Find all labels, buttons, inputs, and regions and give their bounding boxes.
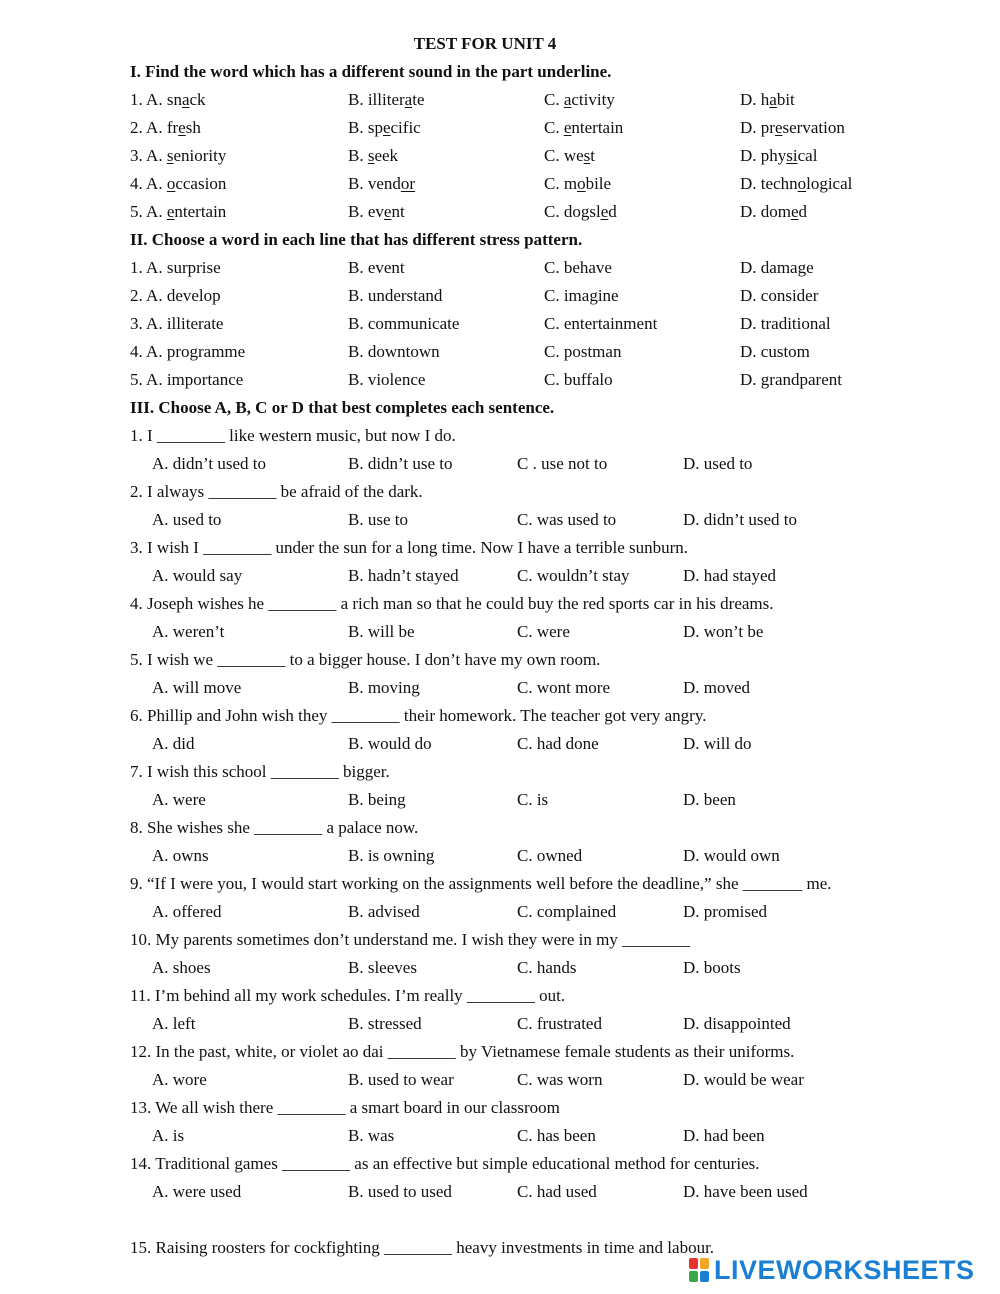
liveworksheets-logo-icon (688, 1257, 710, 1283)
stress-option[interactable]: B. event (348, 258, 405, 277)
answer-line (0, 954, 1000, 982)
underlined-sound: e (600, 202, 609, 221)
sound-option[interactable]: 1. A. snack (130, 90, 206, 109)
sound-option[interactable]: B. seek (348, 146, 399, 165)
liveworksheets-logo[interactable] (688, 1254, 993, 1286)
underlined-sound: o (166, 174, 176, 193)
answer-option[interactable]: D. had stayed (683, 566, 777, 585)
answer-option[interactable]: A. owns (152, 846, 209, 865)
logo-square-blue (700, 1271, 709, 1282)
question-text: 12. In the past, white, or violet ao dai ________ by Vietnamese female students as their uniforms. (130, 1042, 795, 1061)
underlined-sound: a (181, 90, 190, 109)
sound-option[interactable]: D. habit (740, 90, 795, 109)
section-1-row (0, 170, 1000, 198)
answer-option[interactable]: D. disappointed (683, 1014, 791, 1033)
answer-option[interactable]: C. owned (517, 846, 583, 865)
underlined-sound: a (563, 90, 572, 109)
stress-option[interactable]: B. understand (348, 286, 443, 305)
answer-option[interactable]: A. left (152, 1014, 196, 1033)
answer-option[interactable]: C. was used to (517, 510, 617, 529)
answer-option[interactable]: A. weren’t (152, 622, 225, 641)
question-text: 9. “If I were you, I would start working on the assignments well before the deadline,” she _______ me. (130, 874, 832, 893)
question-line (0, 1150, 1000, 1178)
answer-option[interactable]: C. complained (517, 902, 617, 921)
answer-option[interactable]: B. being (348, 790, 406, 809)
underlined-sound: s (367, 146, 375, 165)
answer-option[interactable]: D. won’t be (683, 622, 764, 641)
answer-option[interactable]: C. were (517, 622, 570, 641)
question-line (0, 870, 1000, 898)
sound-option[interactable]: D. preservation (740, 118, 845, 137)
sound-option[interactable]: 5. A. entertain (130, 202, 227, 221)
logo-text: LIVEWORKSHEETS (714, 1255, 975, 1285)
answer-option[interactable]: A. did (152, 734, 195, 753)
answer-option[interactable]: B. use to (348, 510, 408, 529)
answer-option[interactable]: B. would do (348, 734, 432, 753)
answer-option[interactable]: A. were (152, 790, 206, 809)
answer-option[interactable]: C . use not to (517, 454, 608, 473)
sound-option[interactable]: B. event (348, 202, 405, 221)
answer-line (0, 618, 1000, 646)
sound-option[interactable]: B. vendor (348, 174, 416, 193)
logo-square-green (689, 1271, 698, 1282)
section-3-heading-line (0, 394, 1000, 422)
question-line (0, 814, 1000, 842)
question-text: 7. I wish this school ________ bigger. (130, 762, 390, 781)
stress-option[interactable]: D. custom (740, 342, 810, 361)
question-text: 14. Traditional games ________ as an effective but simple educational method for centuries. (130, 1154, 760, 1173)
answer-line (0, 898, 1000, 926)
answer-option[interactable]: D. promised (683, 902, 768, 921)
answer-option[interactable]: B. used to wear (348, 1070, 454, 1089)
section-2-row (0, 366, 1000, 394)
underlined-sound: e (166, 202, 175, 221)
answer-line (0, 1178, 1000, 1206)
sound-option[interactable]: 3. A. seniority (130, 146, 227, 165)
question-text: 1. I ________ like western music, but now I do. (130, 426, 456, 445)
answer-option[interactable]: D. didn’t used to (683, 510, 797, 529)
sound-option[interactable]: C. mobile (544, 174, 612, 193)
stress-option[interactable]: C. imagine (544, 286, 619, 305)
section-2-row (0, 282, 1000, 310)
section-1-row (0, 114, 1000, 142)
sound-option[interactable]: B. illiterate (348, 90, 425, 109)
answer-line (0, 786, 1000, 814)
question-text: 15. Raising roosters for cockfighting ________ heavy investments in time and labour. (130, 1238, 715, 1257)
section-3-heading: III. Choose A, B, C or D that best completes each sentence. (130, 398, 555, 417)
answer-option[interactable]: A. were used (152, 1182, 242, 1201)
sound-option[interactable]: C. dogsled (544, 202, 617, 221)
section-1-heading: I. Find the word which has a different sound in the part underline. (130, 62, 612, 81)
underlined-sound: e (382, 118, 391, 137)
underlined-sound: or (400, 174, 416, 193)
section-2-row (0, 338, 1000, 366)
answer-option[interactable]: B. moving (348, 678, 420, 697)
section-2-row (0, 254, 1000, 282)
answer-option[interactable]: D. moved (683, 678, 751, 697)
sound-option[interactable]: C. activity (544, 90, 615, 109)
question-line (0, 422, 1000, 450)
stress-option[interactable]: D. damage (740, 258, 814, 277)
answer-option[interactable]: B. advised (348, 902, 420, 921)
question-line (0, 646, 1000, 674)
answer-line (0, 1122, 1000, 1150)
sound-option[interactable]: C. entertain (544, 118, 624, 137)
stress-option[interactable]: 5. A. importance (130, 370, 244, 389)
sound-option[interactable]: D. physical (740, 146, 818, 165)
stress-option[interactable]: 3. A. illiterate (130, 314, 224, 333)
stress-option[interactable]: C. buffalo (544, 370, 613, 389)
answer-option[interactable]: B. sleeves (348, 958, 417, 977)
question-line (0, 590, 1000, 618)
section-2-heading: II. Choose a word in each line that has different stress pattern. (130, 230, 583, 249)
underlined-sound: a (404, 90, 413, 109)
stress-option[interactable]: 2. A. develop (130, 286, 221, 305)
stress-option[interactable]: D. traditional (740, 314, 831, 333)
question-text: 11. I’m behind all my work schedules. I’m really ________ out. (130, 986, 566, 1005)
answer-option[interactable]: A. offered (152, 902, 222, 921)
stress-option[interactable]: C. entertainment (544, 314, 658, 333)
stress-option[interactable]: 4. A. programme (130, 342, 246, 361)
answer-option[interactable]: D. boots (683, 958, 741, 977)
section-2-heading-line (0, 226, 1000, 254)
answer-option[interactable]: B. will be (348, 622, 415, 641)
answer-option[interactable]: A. shoes (152, 958, 211, 977)
answer-option[interactable]: B. is owning (348, 846, 435, 865)
answer-line (0, 1010, 1000, 1038)
question-text: 5. I wish we ________ to a bigger house. I don’t have my own room. (130, 650, 601, 669)
stress-option[interactable]: C. behave (544, 258, 612, 277)
answer-line (0, 842, 1000, 870)
question-line (0, 1094, 1000, 1122)
section-1-row (0, 198, 1000, 226)
question-line (0, 758, 1000, 786)
answer-option[interactable]: A. is (152, 1126, 185, 1145)
underlined-sound: e (774, 118, 783, 137)
answer-line (0, 506, 1000, 534)
answer-line (0, 450, 1000, 478)
sound-option[interactable]: 4. A. occasion (130, 174, 227, 193)
stress-option[interactable]: B. downtown (348, 342, 440, 361)
sound-option[interactable]: D. domed (740, 202, 808, 221)
answer-option[interactable]: C. frustrated (517, 1014, 602, 1033)
answer-line (0, 730, 1000, 758)
question-line (0, 926, 1000, 954)
answer-option[interactable]: C. wouldn’t stay (517, 566, 630, 585)
underlined-sound: o (797, 174, 807, 193)
question-text: 8. She wishes she ________ a palace now. (130, 818, 419, 837)
answer-option[interactable]: B. hadn’t stayed (348, 566, 459, 585)
sound-option[interactable]: 2. A. fresh (130, 118, 201, 137)
underlined-sound: e (791, 202, 799, 221)
question-line (0, 1038, 1000, 1066)
answer-option[interactable]: C. wont more (517, 678, 611, 697)
sound-option[interactable]: B. specific (348, 118, 421, 137)
answer-line (0, 562, 1000, 590)
answer-option[interactable]: A. didn’t used to (152, 454, 266, 473)
stress-option[interactable]: D. grandparent (740, 370, 842, 389)
logo-square-orange (700, 1258, 709, 1269)
question-text: 10. My parents sometimes don’t understand me. I wish they were in my ________ (130, 930, 691, 949)
stress-option[interactable]: B. communicate (348, 314, 460, 333)
question-text: 13. We all wish there ________ a smart board in our classroom (130, 1098, 560, 1117)
underlined-sound: s (166, 146, 174, 165)
answer-option[interactable]: D. have been used (683, 1182, 808, 1201)
answer-option[interactable]: C. had used (517, 1182, 597, 1201)
answer-option[interactable]: B. used to used (348, 1182, 452, 1201)
underlined-sound: e (563, 118, 572, 137)
section-1-row (0, 86, 1000, 114)
answer-option[interactable]: A. used to (152, 510, 222, 529)
underlined-sound: a (769, 90, 777, 109)
section-1-heading-line (0, 58, 1000, 86)
answer-option[interactable]: A. wore (152, 1070, 207, 1089)
page-title: TEST FOR UNIT 4 (413, 34, 557, 53)
sound-option[interactable]: C. west (544, 146, 596, 165)
answer-option[interactable]: B. stressed (348, 1014, 422, 1033)
answer-option[interactable]: D. been (683, 790, 736, 809)
answer-option[interactable]: D. will do (683, 734, 752, 753)
answer-option[interactable]: D. would be wear (683, 1070, 804, 1089)
question-text: 6. Phillip and John wish they ________ their homework. The teacher got very angry. (130, 706, 707, 725)
underlined-sound: si (786, 146, 798, 165)
underlined-sound: o (577, 174, 586, 193)
sound-option[interactable]: D. technological (740, 174, 853, 193)
answer-option[interactable]: A. will move (152, 678, 242, 697)
answer-option[interactable]: C. was worn (517, 1070, 603, 1089)
question-text: 4. Joseph wishes he ________ a rich man so that he could buy the red sports car in his dreams. (130, 594, 774, 613)
answer-option[interactable]: C. has been (517, 1126, 596, 1145)
stress-option[interactable]: C. postman (544, 342, 622, 361)
answer-option[interactable]: B. was (348, 1126, 395, 1145)
answer-line (0, 674, 1000, 702)
answer-option[interactable]: B. didn’t use to (348, 454, 453, 473)
answer-option[interactable]: D. used to (683, 454, 753, 473)
answer-option[interactable]: D. would own (683, 846, 780, 865)
question-text: 3. I wish I ________ under the sun for a long time. Now I have a terrible sunburn. (130, 538, 689, 557)
answer-option[interactable]: C. hands (517, 958, 577, 977)
answer-option[interactable]: A. would say (152, 566, 243, 585)
answer-option[interactable]: C. had done (517, 734, 599, 753)
answer-option[interactable]: D. had been (683, 1126, 765, 1145)
answer-line (0, 1066, 1000, 1094)
section-2-row (0, 310, 1000, 338)
question-line (0, 982, 1000, 1010)
question-text: 2. I always ________ be afraid of the dark. (130, 482, 423, 501)
question-line (0, 534, 1000, 562)
logo-square-red (689, 1258, 698, 1269)
underlined-sound: e (178, 118, 186, 137)
question-line (0, 478, 1000, 506)
answer-option[interactable]: C. is (517, 790, 549, 809)
underlined-sound: e (383, 202, 392, 221)
stress-option[interactable]: B. violence (348, 370, 426, 389)
underlined-sound: s (583, 146, 591, 165)
question-line (0, 702, 1000, 730)
stress-option[interactable]: D. consider (740, 286, 819, 305)
section-1-row (0, 142, 1000, 170)
stress-option[interactable]: 1. A. surprise (130, 258, 221, 277)
